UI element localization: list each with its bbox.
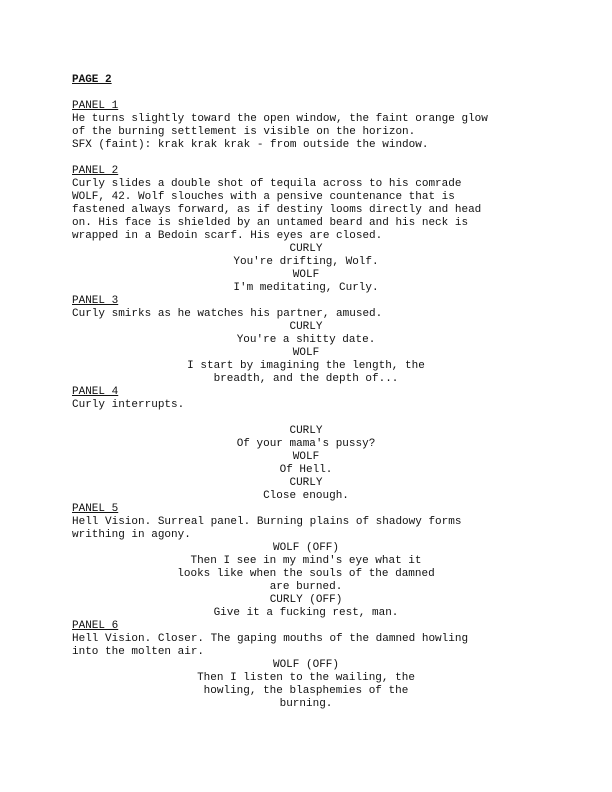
- character-name: CURLY: [289, 243, 323, 255]
- panel-heading: PANEL 6: [72, 620, 119, 632]
- character-name: CURLY: [289, 425, 323, 437]
- dialogue-line: You're drifting, Wolf.: [233, 256, 379, 268]
- dialogue-line: Of your mama's pussy?: [236, 438, 376, 450]
- dialogue-line: Then I see in my mind's eye what it looks like when the souls of the damned are burned.: [177, 555, 435, 593]
- script-body: [72, 100, 512, 711]
- character-name: WOLF: [292, 451, 320, 463]
- dialogue-line: Close enough.: [263, 490, 349, 502]
- panel-4: [72, 386, 512, 503]
- panel-2: [72, 165, 512, 295]
- panel-action: Curly interrupts.: [72, 399, 185, 411]
- dialogue-line: You're a shitty date.: [236, 334, 376, 346]
- dialogue-line: Of Hell.: [279, 464, 333, 476]
- panel-heading: PANEL 2: [72, 165, 119, 177]
- panel-heading: PANEL 3: [72, 295, 119, 307]
- panel-action: Hell Vision. Surreal panel. Burning plains of shadowy forms writhing in agony.: [72, 516, 462, 541]
- panel-action: He turns slightly toward the open window, the faint orange glow of the burning settlement is visible on the horizon. SFX (faint): krak krak krak - from outside the window.: [72, 113, 488, 151]
- panel-5: [72, 503, 512, 620]
- character-name: WOLF (OFF): [272, 542, 339, 554]
- dialogue-line: Then I listen to the wailing, the howling, the blasphemies of the burning.: [197, 672, 415, 710]
- dialogue-line: I'm meditating, Curly.: [233, 282, 379, 294]
- character-name: WOLF (OFF): [272, 659, 339, 671]
- panel-heading: PANEL 4: [72, 386, 119, 398]
- character-name: WOLF: [292, 269, 320, 281]
- panel-heading: PANEL 1: [72, 100, 119, 112]
- character-name: CURLY (OFF): [269, 594, 343, 606]
- panel-6: [72, 620, 512, 711]
- dialogue-line: Give it a fucking rest, man.: [213, 607, 399, 619]
- panel-action: Curly smirks as he watches his partner, amused.: [72, 308, 383, 320]
- panel-action: Hell Vision. Closer. The gaping mouths of the damned howling into the molten air.: [72, 633, 469, 658]
- panel-action: Curly slides a double shot of tequila across to his comrade WOLF, 42. Wolf slouches with a pensive countenance that is fastened always forward, as if destiny looms directly and head on. His face is shielded by an untamed beard and his neck is wrapped in a Bedoin scarf. His eyes are closed.: [72, 178, 482, 242]
- panel-1: [72, 100, 512, 152]
- panel-3: [72, 295, 512, 386]
- spacer-line: [72, 412, 540, 425]
- character-name: WOLF: [292, 347, 320, 359]
- page-title: PAGE 2: [72, 74, 112, 86]
- panel-heading: PANEL 5: [72, 503, 119, 515]
- character-name: CURLY: [289, 477, 323, 489]
- character-name: CURLY: [289, 321, 323, 333]
- dialogue-line: I start by imagining the length, the breadth, and the depth of...: [187, 360, 425, 385]
